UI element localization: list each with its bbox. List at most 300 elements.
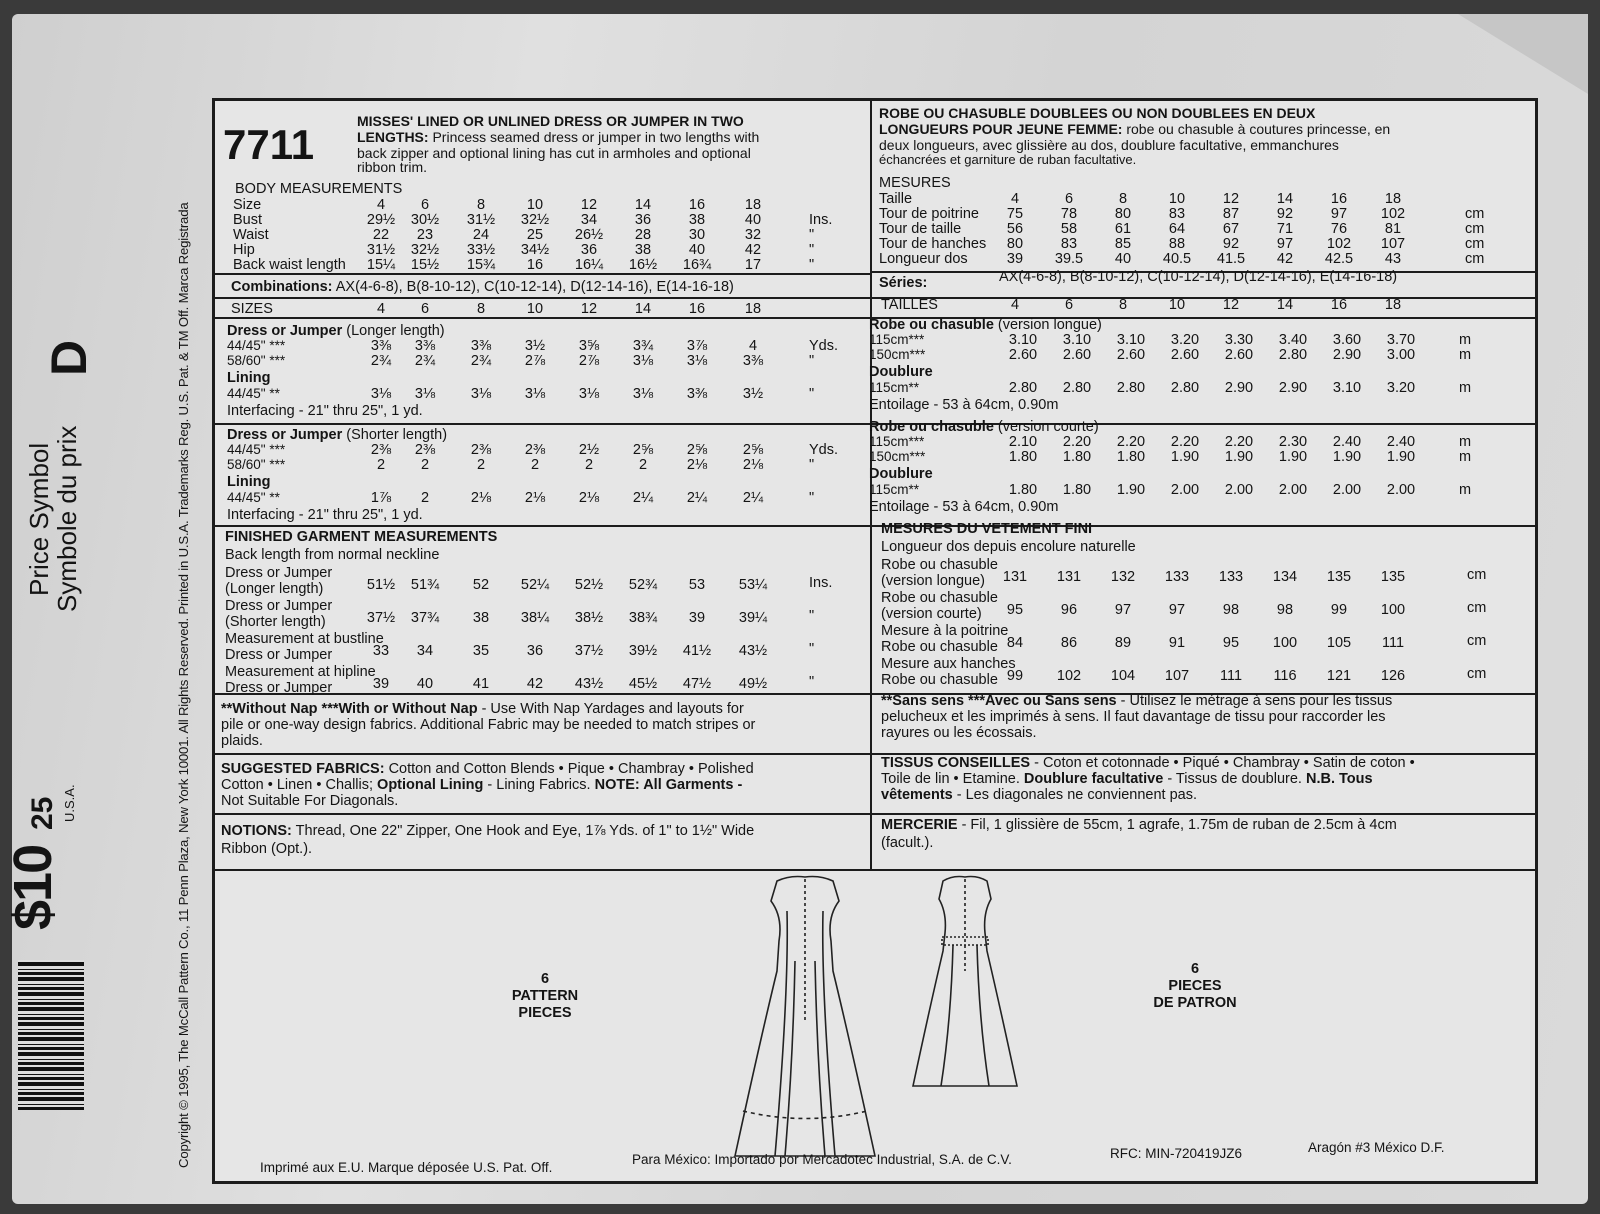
body-row-value: 32½ xyxy=(410,242,440,258)
long_en-r2-value: 3⅛ xyxy=(686,353,708,369)
short_fr-r2-value: 1.90 xyxy=(1386,449,1416,465)
finished-en-value: 33 xyxy=(372,643,390,659)
envelope-flap xyxy=(1458,14,1588,94)
short_en-r1-value: 2⅝ xyxy=(632,442,654,458)
long_fr-r2-value: 2.60 xyxy=(1008,347,1038,363)
finished-fr-value: 91 xyxy=(1168,635,1186,651)
body-row-label: Hip xyxy=(233,242,255,258)
body-row-value: 26½ xyxy=(574,227,604,243)
short_en-r3-value: 2⅛ xyxy=(470,490,492,506)
long_fr-r2-value: 2.60 xyxy=(1062,347,1092,363)
notions-fr-label: MERCERIE xyxy=(881,817,958,833)
mesures-row-value: 14 xyxy=(1276,191,1294,207)
mesures-row-value: 10 xyxy=(1168,191,1186,207)
finished-en-value: 36 xyxy=(526,643,544,659)
size-header-en: 4 xyxy=(376,301,386,317)
body-row-value: 31½ xyxy=(466,212,496,228)
short_en-r2-value: 2 xyxy=(376,457,386,473)
footer-imprime: Imprimé aux E.U. Marque déposée U.S. Pat. Off. xyxy=(260,1160,553,1175)
finished-fr-value: 134 xyxy=(1272,569,1298,585)
finished-en-value: 49½ xyxy=(738,676,768,692)
finished-en-value: 39½ xyxy=(628,643,658,659)
fabrics-en-line2 xyxy=(221,777,742,793)
mesures-row-value: 40.5 xyxy=(1162,251,1192,267)
body-row-value: 14 xyxy=(634,197,652,213)
mesures-row-value: 80 xyxy=(1114,206,1132,222)
finished-en-value: 51½ xyxy=(366,577,396,593)
notions-en-label: NOTIONS: xyxy=(221,823,292,839)
long_en-r2-value: 2⅞ xyxy=(578,353,600,369)
short_en-r3-unit: " xyxy=(809,490,815,506)
short_en-interfacing: Interfacing - 21" thru 25", 1 yd. xyxy=(227,507,423,523)
long_en-title xyxy=(227,323,445,339)
body-row-value: 12 xyxy=(580,197,598,213)
finished-en-value: 45½ xyxy=(628,676,658,692)
body-row-value: 25 xyxy=(526,227,544,243)
finished-fr-value: 135 xyxy=(1326,569,1352,585)
mesures-row-value: 40 xyxy=(1114,251,1132,267)
body-row-value: 42 xyxy=(744,242,762,258)
long_fr-r2-value: 2.80 xyxy=(1278,347,1308,363)
price-text: $10 xyxy=(3,845,63,930)
body-row-value: 4 xyxy=(376,197,386,213)
short_en-r1-value: 2⅝ xyxy=(686,442,708,458)
mesures-row-value: 42 xyxy=(1276,251,1294,267)
short_fr-r3-value: 1.90 xyxy=(1116,482,1146,498)
divider-sizes-en xyxy=(215,297,870,299)
long_fr-r1-label: 115cm*** xyxy=(869,332,925,347)
finished-en-label1: Measurement at bustline xyxy=(225,631,384,647)
price-cents: 25 xyxy=(26,796,59,830)
fr-desc-line1: robe ou chasuble à coutures princesse, en xyxy=(1126,121,1391,137)
finished-fr-label1: Robe ou chasuble xyxy=(881,590,998,606)
short_en-title xyxy=(227,427,447,443)
finished-fr-value: 86 xyxy=(1060,635,1078,651)
en-title-line1: MISSES' LINED OR UNLINED DRESS OR JUMPER IN TWO xyxy=(357,113,744,129)
long_fr-r1-value: 3.10 xyxy=(1008,332,1038,348)
short_fr-title-bold: Robe ou chasuble xyxy=(869,419,994,435)
finished-en-value: 53 xyxy=(688,577,706,593)
finished-fr-value: 89 xyxy=(1114,635,1132,651)
notions-fr-line1 xyxy=(881,817,1397,833)
fr-title-bold: LONGUEURS POUR JEUNE FEMME: xyxy=(879,121,1123,137)
long_fr-r2-value: 2.90 xyxy=(1332,347,1362,363)
short_en-r3-value: 1⅞ xyxy=(370,490,392,506)
body-row-unit: " xyxy=(809,242,815,258)
long_fr-r1-value: 3.30 xyxy=(1224,332,1254,348)
finished-fr-value: 133 xyxy=(1218,569,1244,585)
series-value: AX(4-6-8), B(8-10-12), C(10-12-14), D(12-14-16), E(14-16-18) xyxy=(999,269,1398,285)
long_fr-r3-value: 2.80 xyxy=(1062,380,1092,396)
short_en-r1-value: 2⅜ xyxy=(524,442,546,458)
short_en-r1-value: 2⅜ xyxy=(414,442,436,458)
fabrics-en-t2d: NOTE: All Garments - xyxy=(594,777,743,793)
finished-fr-value: 97 xyxy=(1114,602,1132,618)
long_fr-r2-value: 2.60 xyxy=(1224,347,1254,363)
finished-en-value: 37½ xyxy=(574,643,604,659)
finished-fr-value: 102 xyxy=(1056,668,1082,684)
short_fr-r1-value: 2.20 xyxy=(1062,434,1092,450)
mesures-row-label: Tour de taille xyxy=(879,221,962,237)
finished-en-value: 41 xyxy=(472,676,490,692)
long_fr-r1-value: 3.10 xyxy=(1116,332,1146,348)
long_en-lining-label: Lining xyxy=(227,370,271,386)
long_fr-r1-value: 3.60 xyxy=(1332,332,1362,348)
body-row-value: 32 xyxy=(744,227,762,243)
finished-en-label2: (Longer length) xyxy=(225,581,324,597)
nap-fr-bold: **Sans sens ***Avec ou Sans sens xyxy=(881,693,1117,709)
body-row-value: 23 xyxy=(416,227,434,243)
long_en-r3-label: 44/45" ** xyxy=(227,386,280,401)
combinations-en xyxy=(231,279,734,295)
body-row-value: 17 xyxy=(744,257,762,273)
mesures-row-unit: cm xyxy=(1465,236,1485,252)
finished-fr-value: 131 xyxy=(1056,569,1082,585)
finished-fr-value: 99 xyxy=(1330,602,1348,618)
barcode xyxy=(18,960,84,1110)
symbole-du-prix-label: Symbole du prix xyxy=(52,425,82,612)
long_en-r2-unit: " xyxy=(809,353,815,369)
finished-fr-value: 104 xyxy=(1110,668,1136,684)
long_en-r3-unit: " xyxy=(809,386,815,402)
long_fr-title xyxy=(869,317,1102,333)
notions-fr-line2: (facult.). xyxy=(881,835,934,851)
short_fr-r2-value: 1.80 xyxy=(1008,449,1038,465)
finished-fr-unit: cm xyxy=(1467,600,1487,616)
mesures-row-value: 61 xyxy=(1114,221,1132,237)
size-header-fr: 10 xyxy=(1168,297,1186,313)
long_fr-r3-value: 2.80 xyxy=(1170,380,1200,396)
body-row-value: 16½ xyxy=(628,257,658,273)
finished-fr-value: 126 xyxy=(1380,668,1406,684)
long_en-title-rest: (Longer length) xyxy=(342,323,445,339)
short_en-r2-value: 2 xyxy=(476,457,486,473)
size-header-en: 8 xyxy=(476,301,486,317)
mesures-row-value: 6 xyxy=(1064,191,1074,207)
price-letter: D xyxy=(41,339,97,376)
finished-en-value: 39 xyxy=(688,610,706,626)
body-row-value: 8 xyxy=(476,197,486,213)
finished-sub-fr: Longueur dos depuis encolure naturelle xyxy=(881,539,1136,555)
finished-fr-value: 135 xyxy=(1380,569,1406,585)
mesures-row-value: 83 xyxy=(1168,206,1186,222)
fabrics-en-t2b: Optional Lining xyxy=(377,777,484,793)
fabrics-en-label: SUGGESTED FABRICS: xyxy=(221,761,385,777)
short_en-r2-label: 58/60" *** xyxy=(227,457,286,472)
pieces-label-en-2: PIECES xyxy=(518,1005,572,1021)
nap-en-bold: **Without Nap ***With or Without Nap xyxy=(221,701,478,717)
long_fr-title-bold: Robe ou chasuble xyxy=(869,317,994,333)
long_en-r3-value: 3⅛ xyxy=(470,386,492,402)
short_fr-interfacing: Entoilage - 53 à 64cm, 0.90m xyxy=(869,499,1059,515)
finished-fr-value: 84 xyxy=(1006,635,1024,651)
finished-fr-value: 98 xyxy=(1276,602,1294,618)
short_fr-r1-value: 2.30 xyxy=(1278,434,1308,450)
body-row-value: 16 xyxy=(688,197,706,213)
short_en-r3-value: 2⅛ xyxy=(524,490,546,506)
short_en-r3-value: 2⅛ xyxy=(578,490,600,506)
finished-en-value: 40 xyxy=(416,676,434,692)
finished-fr-unit: cm xyxy=(1467,567,1487,583)
mesures-row-value: 78 xyxy=(1060,206,1078,222)
en-desc-line2: back zipper and optional lining has cut in armholes and optional xyxy=(357,145,751,161)
finished-en-value: 34 xyxy=(416,643,434,659)
notions-en-text1: Thread, One 22" Zipper, One Hook and Eye, 1⅞ Yds. of 1" to 1½" Wide xyxy=(295,823,755,839)
size-header-fr: 6 xyxy=(1064,297,1074,313)
finished-fr-value: 99 xyxy=(1006,668,1024,684)
finished-fr-value: 95 xyxy=(1006,602,1024,618)
finished-en-unit: " xyxy=(809,641,815,657)
pattern-pieces-en xyxy=(495,971,595,1022)
finished-en-value: 39 xyxy=(372,676,390,692)
short_fr-title-rest: (version courte) xyxy=(993,419,1099,435)
mesures-row-label: Longueur dos xyxy=(879,251,968,267)
series-fr xyxy=(879,275,927,291)
fabrics-fr-line3 xyxy=(881,787,1197,803)
long_en-r3-value: 3⅜ xyxy=(686,386,708,402)
short_fr-r2-value: 1.90 xyxy=(1170,449,1200,465)
long_fr-r2-unit: m xyxy=(1459,347,1472,363)
short_fr-title xyxy=(869,419,1099,435)
mesures-row-value: 64 xyxy=(1168,221,1186,237)
combinations-label: Combinations: xyxy=(231,279,333,295)
long_en-r1-value: 3¾ xyxy=(632,338,654,354)
short_en-r1-unit: Yds. xyxy=(809,442,839,458)
finished-en-value: 38¼ xyxy=(520,610,550,626)
mesures-row-value: 92 xyxy=(1222,236,1240,252)
footer-rfc: RFC: MIN-720419JZ6 xyxy=(1110,1146,1243,1161)
body-row-value: 29½ xyxy=(366,212,396,228)
fabrics-fr-text1: - Coton et cotonnade • Piqué • Chambray • Satin de coton • xyxy=(1034,755,1415,771)
short_fr-r3-value: 2.00 xyxy=(1332,482,1362,498)
nap-fr-line3: rayures ou les écossais. xyxy=(881,725,1037,741)
long_fr-title-rest: (version longue) xyxy=(993,317,1102,333)
short_fr-r2-unit: m xyxy=(1459,449,1472,465)
body-row-value: 30½ xyxy=(410,212,440,228)
short_fr-r2-value: 1.90 xyxy=(1332,449,1362,465)
nap-en-line2: pile or one-way design fabrics. Additional Fabric may be needed to match stripes or xyxy=(221,717,756,733)
size-header-en: 16 xyxy=(688,301,706,317)
finished-fr-label1: Robe ou chasuble xyxy=(881,557,998,573)
finished-en-value: 38¾ xyxy=(628,610,658,626)
nap-fr-line1 xyxy=(881,693,1392,709)
mesures-row-value: 75 xyxy=(1006,206,1024,222)
long_fr-r3-value: 2.80 xyxy=(1008,380,1038,396)
short_en-r2-value: 2 xyxy=(530,457,540,473)
fabrics-en-text1: Cotton and Cotton Blends • Pique • Chambray • Polished xyxy=(388,761,754,777)
long_en-r1-value: 3⅝ xyxy=(578,338,600,354)
mesures-row-value: 42.5 xyxy=(1324,251,1354,267)
body-row-value: 40 xyxy=(744,212,762,228)
mesures-row-value: 4 xyxy=(1010,191,1020,207)
divider-notions xyxy=(215,813,1535,815)
price-amount xyxy=(2,846,64,930)
finished-fr-value: 95 xyxy=(1222,635,1240,651)
finished-fr-unit: cm xyxy=(1467,666,1487,682)
mesures-row-value: 76 xyxy=(1330,221,1348,237)
mesures-row-unit: cm xyxy=(1465,251,1485,267)
body-row-value: 36 xyxy=(580,242,598,258)
long_en-title-bold: Dress or Jumper xyxy=(227,323,343,339)
finished-fr-value: 98 xyxy=(1222,602,1240,618)
mesures-row-value: 18 xyxy=(1384,191,1402,207)
finished-en-unit: " xyxy=(809,674,815,690)
short_en-r3-value: 2 xyxy=(420,490,430,506)
mesures-row-value: 102 xyxy=(1326,236,1352,252)
fabrics-fr-line2 xyxy=(881,771,1373,787)
fabrics-fr-line1 xyxy=(881,755,1415,771)
short_en-r2-value: 2⅛ xyxy=(742,457,764,473)
nap-fr-line2: pelucheux et les imprimés à sens. Il faut davantage de tissu pour raccorder les xyxy=(881,709,1386,725)
mesures-row-unit: cm xyxy=(1465,221,1485,237)
long_fr-r2-value: 2.60 xyxy=(1116,347,1146,363)
copyright-line: Copyright © 1995, The McCall Pattern Co., 11 Penn Plaza, New York 10001. All Rights Reserved. Printed in U.S.A. Trademarks Reg. U.S. Pat. & TM Off. Marca Registrada xyxy=(176,202,191,1168)
finished-en-value: 47½ xyxy=(682,676,712,692)
pieces-count-fr: 6 xyxy=(1190,961,1200,977)
finished-fr-value: 133 xyxy=(1164,569,1190,585)
mesures-row-value: 87 xyxy=(1222,206,1240,222)
long_en-r2-label: 58/60" *** xyxy=(227,353,286,368)
short_en-title-bold: Dress or Jumper xyxy=(227,427,343,443)
short_en-r1-value: 2½ xyxy=(578,442,600,458)
mesures-row-value: 88 xyxy=(1168,236,1186,252)
fabrics-fr-t3: - Les diagonales ne conviennent pas. xyxy=(956,787,1197,803)
finished-fr-value: 100 xyxy=(1272,635,1298,651)
mesures-row-value: 81 xyxy=(1384,221,1402,237)
finished-en-value: 51¾ xyxy=(410,577,440,593)
finished-en-value: 52 xyxy=(472,577,490,593)
long_en-r1-value: 3⅜ xyxy=(470,338,492,354)
body-row-value: 16 xyxy=(526,257,544,273)
pieces-label-fr-1: PIECES xyxy=(1168,978,1222,994)
fabrics-en-t2a: Cotton • Linen • Challis; xyxy=(221,777,374,793)
finished-fr-value: 132 xyxy=(1110,569,1136,585)
body-row-value: 16¾ xyxy=(682,257,712,273)
long_en-r3-value: 3⅛ xyxy=(632,386,654,402)
body-row-value: 15¾ xyxy=(466,257,496,273)
price-country: U.S.A. xyxy=(62,784,77,822)
finished-fr-value: 111 xyxy=(1381,635,1405,651)
short_fr-r2-value: 1.80 xyxy=(1062,449,1092,465)
short_en-r2-unit: " xyxy=(809,457,815,473)
finished-heading-en: FINISHED GARMENT MEASUREMENTS xyxy=(225,529,498,545)
body-row-value: 28 xyxy=(634,227,652,243)
long_fr-r1-value: 3.20 xyxy=(1170,332,1200,348)
long_en-r3-value: 3⅛ xyxy=(524,386,546,402)
finished-en-label1: Dress or Jumper xyxy=(225,565,333,581)
short_en-r1-value: 2⅜ xyxy=(370,442,392,458)
mesures-row-value: 56 xyxy=(1006,221,1024,237)
long_fr-r1-value: 3.70 xyxy=(1386,332,1416,348)
body-measurements-heading: BODY MEASUREMENTS xyxy=(235,181,403,197)
finished-fr-label2: Robe ou chasuble xyxy=(881,672,998,688)
long_fr-r1-value: 3.40 xyxy=(1278,332,1308,348)
fabrics-fr-t2c: - Tissus de doublure. xyxy=(1167,771,1302,787)
finished-fr-value: 121 xyxy=(1326,668,1352,684)
short_en-r1-value: 2⅜ xyxy=(470,442,492,458)
mesures-row-value: 43 xyxy=(1384,251,1402,267)
long_en-r1-value: 3⅞ xyxy=(686,338,708,354)
long_fr-r2-value: 3.00 xyxy=(1386,347,1416,363)
short_fr-r2-label: 150cm*** xyxy=(869,449,926,464)
long_en-r2-value: 3⅛ xyxy=(632,353,654,369)
long_en-interfacing: Interfacing - 21" thru 25", 1 yd. xyxy=(227,403,423,419)
size-header-en: 14 xyxy=(634,301,652,317)
long_en-r2-value: 2¾ xyxy=(414,353,436,369)
short_en-r3-value: 2¼ xyxy=(686,490,708,506)
body-row-value: 22 xyxy=(372,227,390,243)
short_en-r2-value: 2 xyxy=(638,457,648,473)
finished-fr-value: 107 xyxy=(1164,668,1190,684)
long_fr-r3-value: 2.90 xyxy=(1278,380,1308,396)
nap-en-line3: plaids. xyxy=(221,733,263,749)
finished-en-label1: Measurement at hipline xyxy=(225,664,376,680)
finished-en-value: 35 xyxy=(472,643,490,659)
finished-fr-value: 96 xyxy=(1060,602,1078,618)
short_fr-r3-value: 2.00 xyxy=(1170,482,1200,498)
short_fr-r3-label: 115cm** xyxy=(869,482,920,497)
short_en-lining-label: Lining xyxy=(227,474,271,490)
finished-en-value: 39¼ xyxy=(738,610,768,626)
body-row-value: 36 xyxy=(634,212,652,228)
finished-en-label2: Dress or Jumper xyxy=(225,647,333,663)
long_en-r2-value: 2¾ xyxy=(370,353,392,369)
long_fr-r1-value: 3.10 xyxy=(1062,332,1092,348)
finished-en-unit: " xyxy=(809,608,815,624)
long_en-r1-value: 3⅜ xyxy=(414,338,436,354)
finished-en-value: 41½ xyxy=(682,643,712,659)
pattern-number: 7711 xyxy=(223,121,315,168)
finished-fr-value: 105 xyxy=(1326,635,1352,651)
series-label: Séries: xyxy=(879,275,928,291)
mesures-row-value: 41.5 xyxy=(1216,251,1246,267)
mesures-row-value: 97 xyxy=(1276,236,1294,252)
en-desc-line1: Princess seamed dress or jumper in two lengths with xyxy=(432,129,760,145)
finished-en-value: 38 xyxy=(472,610,490,626)
finished-en-unit: Ins. xyxy=(809,575,833,591)
finished-fr-value: 116 xyxy=(1273,668,1297,684)
body-row-value: 16¼ xyxy=(574,257,604,273)
en-title-line2 xyxy=(357,129,759,145)
divider-sizes-fr xyxy=(872,297,1535,299)
long_fr-r2-label: 150cm*** xyxy=(869,347,926,362)
finished-fr-value: 97 xyxy=(1168,602,1186,618)
body-row-label: Bust xyxy=(233,212,263,228)
fabrics-en-line1 xyxy=(221,761,754,777)
mesures-row-value: 97 xyxy=(1330,206,1348,222)
price-symbol-label: Price Symbol xyxy=(24,442,54,596)
body-row-value: 40 xyxy=(688,242,706,258)
dress-short-illustration xyxy=(905,871,1025,1101)
finished-en-label2: Dress or Jumper xyxy=(225,680,333,696)
footer-mexico: Para México: Importado por Mercadotec Industrial, S.A. de C.V. xyxy=(632,1152,1012,1167)
short_fr-r1-label: 115cm*** xyxy=(869,434,925,449)
finished-fr-unit: cm xyxy=(1467,633,1487,649)
fabrics-en-line3: Not Suitable For Diagonals. xyxy=(221,793,399,809)
short_fr-r3-value: 1.80 xyxy=(1008,482,1038,498)
finished-sub-en: Back length from normal neckline xyxy=(225,547,440,563)
fabrics-fr-t3b: vêtements xyxy=(881,787,953,803)
fabrics-en-t2c: - Lining Fabrics. xyxy=(487,777,591,793)
body-row-value: 10 xyxy=(526,197,544,213)
body-row-value: 34½ xyxy=(520,242,550,258)
mesures-row-value: 102 xyxy=(1380,206,1406,222)
long_en-r2-value: 2¾ xyxy=(470,353,492,369)
mesures-row-value: 67 xyxy=(1222,221,1240,237)
divider-combos-en xyxy=(215,273,870,275)
short_en-r2-value: 2 xyxy=(420,457,430,473)
body-row-unit: " xyxy=(809,257,815,273)
